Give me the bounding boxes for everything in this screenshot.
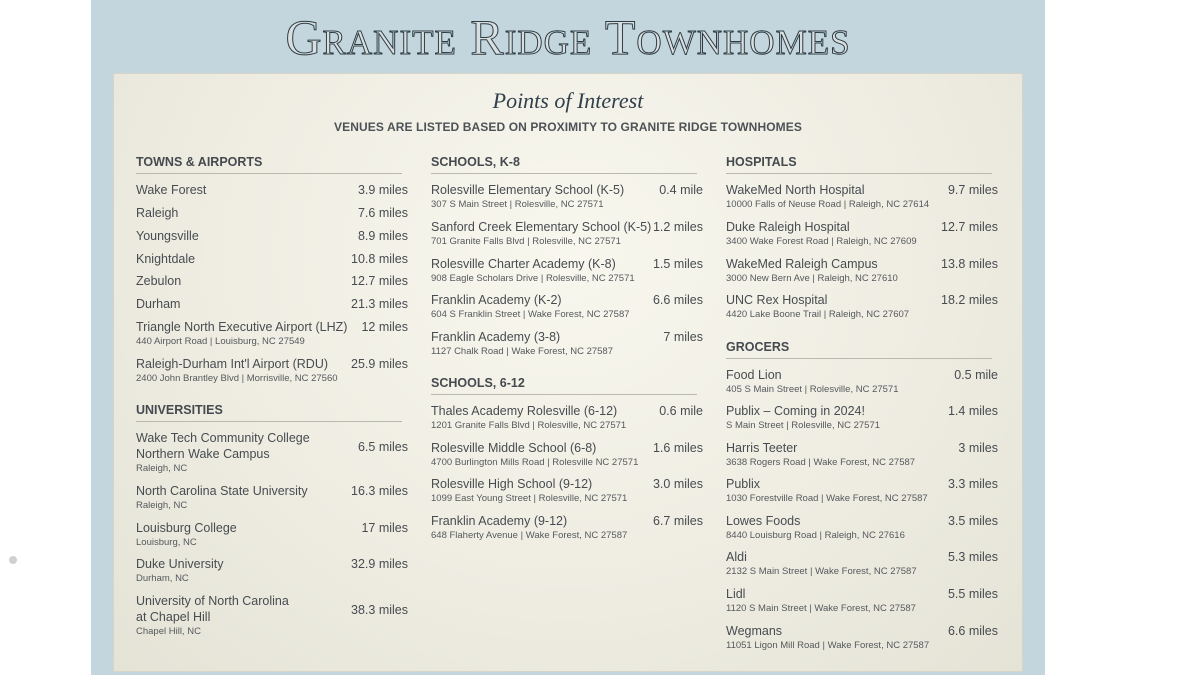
venue-name: Youngsville	[136, 229, 199, 243]
venue-name: Louisburg College	[136, 521, 237, 535]
distance: 5.3 miles	[947, 550, 998, 564]
divider	[726, 173, 992, 174]
venue-name: Lowes Foods	[726, 514, 801, 528]
divider	[136, 421, 402, 422]
venue-name: Wegmans	[726, 624, 783, 638]
venue-address: 1201 Granite Falls Blvd | Rolesville, NC 27571	[431, 420, 627, 431]
venue-name: Durham	[136, 297, 181, 311]
venue-name: Rolesville Charter Academy (K-8)	[431, 257, 616, 271]
distance: 9.7 miles	[947, 183, 998, 197]
venue-name: Publix – Coming in 2024!	[726, 404, 865, 418]
list-item	[726, 292, 998, 326]
venue-address: 1127 Chalk Road | Wake Forest, NC 27587	[431, 346, 614, 357]
venue-address: 8440 Louisburg Road | Raleigh, NC 27616	[726, 530, 905, 541]
distance: 13.8 miles	[941, 257, 998, 271]
list-item	[431, 182, 703, 216]
venue-address: 307 S Main Street | Rolesville, NC 27571	[431, 199, 604, 210]
venue-name: Rolesville Middle School (6-8)	[431, 441, 597, 455]
list-item	[726, 440, 998, 474]
distance: 7.6 miles	[357, 206, 408, 220]
list-item	[726, 549, 998, 583]
venue-name: Harris Teeter	[726, 441, 798, 455]
venue-address: 405 S Main Street | Rolesville, NC 27571	[726, 384, 899, 395]
distance: 8.9 miles	[357, 229, 408, 243]
list-item	[431, 513, 703, 547]
list-item	[431, 440, 703, 474]
venue-address: 3000 New Bern Ave | Raleigh, NC 27610	[726, 273, 898, 284]
divider	[136, 173, 402, 174]
list-item	[726, 403, 998, 437]
venue-address: 648 Flaherty Avenue | Wake Forest, NC 27587	[431, 530, 628, 541]
section-heading: Points of Interest	[492, 88, 644, 113]
venue-name: Aldi	[726, 550, 747, 564]
venue-address: 3400 Wake Forest Road | Raleigh, NC 27609	[726, 236, 917, 247]
distance: 3 miles	[958, 441, 998, 455]
distance: 3.0 miles	[652, 477, 703, 491]
venue-name: Franklin Academy (K-2)	[431, 293, 562, 307]
distance: 1.5 miles	[652, 257, 703, 271]
list-item	[431, 256, 703, 290]
venue-address: Raleigh, NC	[136, 500, 188, 511]
distance: 5.5 miles	[947, 587, 998, 601]
venue-name-line2: Northern Wake Campus	[136, 447, 270, 461]
list-item	[136, 593, 408, 637]
distance: 1.6 miles	[652, 441, 703, 455]
distance: 7 miles	[663, 330, 703, 344]
distance: 12.7 miles	[351, 274, 408, 288]
distance: 38.3 miles	[351, 603, 408, 617]
venue-address: 2132 S Main Street | Wake Forest, NC 27587	[726, 566, 917, 577]
distance: 6.6 miles	[947, 624, 998, 638]
distance: 6.7 miles	[652, 514, 703, 528]
divider	[431, 173, 697, 174]
universities-heading: UNIVERSITIES	[136, 403, 223, 417]
distance: 32.9 miles	[351, 557, 408, 571]
distance: 1.4 miles	[947, 404, 998, 418]
venue-name-line2: at Chapel Hill	[136, 610, 211, 624]
list-item	[136, 319, 408, 353]
distance: 3.9 miles	[357, 183, 408, 197]
venue-name: Publix	[726, 477, 761, 491]
venue-address: Durham, NC	[136, 573, 189, 584]
venue-name: Food Lion	[726, 368, 782, 382]
venue-name: North Carolina State University	[136, 484, 308, 498]
venue-address: 604 S Franklin Street | Wake Forest, NC 27587	[431, 309, 630, 320]
divider	[726, 358, 992, 359]
venue-address: 4420 Lake Boone Trail | Raleigh, NC 27607	[726, 309, 910, 320]
list-item	[726, 586, 998, 620]
venue-address: 2400 John Brantley Blvd | Morrisville, NC 27560	[136, 373, 338, 384]
venue-address: 11051 Ligon Mill Road | Wake Forest, NC 27587	[726, 640, 930, 651]
venue-name: Knightdale	[136, 252, 196, 266]
list-item	[726, 219, 998, 253]
venue-name: University of North Carolina	[136, 594, 289, 608]
distance: 18.2 miles	[941, 293, 998, 307]
venue-name: Duke University	[136, 557, 224, 571]
venue-address: 10000 Falls of Neuse Road | Raleigh, NC 27614	[726, 199, 930, 210]
venue-name: Raleigh-Durham Int'l Airport (RDU)	[136, 357, 329, 371]
list-item	[726, 476, 998, 510]
distance: 21.3 miles	[351, 297, 408, 311]
hospitals-heading: HOSPITALS	[726, 155, 797, 169]
distance: 3.3 miles	[947, 477, 998, 491]
distance: 3.5 miles	[947, 514, 998, 528]
list-item	[136, 356, 408, 390]
distance: 0.4 mile	[659, 183, 703, 197]
venue-name: Wake Forest	[136, 183, 207, 197]
distance: 12.7 miles	[941, 220, 998, 234]
list-item	[726, 256, 998, 290]
venue-address: S Main Street | Rolesville, NC 27571	[726, 420, 881, 431]
venue-name: Zebulon	[136, 274, 182, 288]
list-item	[136, 483, 408, 517]
points-of-interest-panel	[113, 73, 1023, 672]
venue-name: Rolesville High School (9-12)	[431, 477, 593, 491]
venue-name: Franklin Academy (3-8)	[431, 330, 561, 344]
venue-name: Raleigh	[136, 206, 179, 220]
list-item	[431, 219, 703, 253]
schools-612-heading: SCHOOLS, 6-12	[431, 376, 525, 390]
venue-name: Triangle North Executive Airport (LHZ)	[136, 320, 348, 334]
venue-address: 1120 S Main Street | Wake Forest, NC 27587	[726, 603, 916, 614]
venue-address: 440 Airport Road | Louisburg, NC 27549	[136, 336, 305, 347]
venue-name: Franklin Academy (9-12)	[431, 514, 568, 528]
list-item	[431, 292, 703, 326]
grocers-heading: GROCERS	[726, 340, 790, 354]
venue-address: 701 Granite Falls Blvd | Rolesville, NC 27571	[431, 236, 621, 247]
list-item	[726, 513, 998, 547]
list-item	[136, 520, 408, 554]
distance: 25.9 miles	[351, 357, 408, 371]
divider	[431, 394, 697, 395]
distance: 16.3 miles	[351, 484, 408, 498]
venue-address: 1030 Forestville Road | Wake Forest, NC 27587	[726, 493, 928, 504]
page-title: Granite Ridge Townhomes	[285, 9, 851, 65]
distance: 0.5 mile	[954, 368, 998, 382]
list-item	[726, 623, 998, 657]
distance: 12 miles	[361, 320, 408, 334]
venue-address: Chapel Hill, NC	[136, 626, 201, 637]
page-indicator-dot[interactable]	[9, 556, 17, 564]
list-item	[726, 182, 998, 216]
towns-airports-heading: TOWNS & AIRPORTS	[136, 155, 263, 169]
venue-address: 3638 Rogers Road | Wake Forest, NC 27587	[726, 457, 916, 468]
venue-address: Louisburg, NC	[136, 537, 197, 548]
list-item	[136, 430, 408, 474]
distance: 10.8 miles	[351, 252, 408, 266]
distance: 0.6 mile	[659, 404, 703, 418]
venue-address: 908 Eagle Scholars Drive | Rolesville, NC 27571	[431, 273, 635, 284]
venue-address: 4700 Burlington Mills Road | Rolesville NC 27571	[431, 457, 639, 468]
venue-name: WakeMed Raleigh Campus	[726, 257, 878, 271]
distance: 6.5 miles	[357, 440, 408, 454]
schools-k8-heading: SCHOOLS, K-8	[431, 155, 520, 169]
venue-name: UNC Rex Hospital	[726, 293, 828, 307]
list-item	[431, 329, 703, 363]
venue-address: 1099 East Young Street | Rolesville, NC 27571	[431, 493, 628, 504]
venue-name: Duke Raleigh Hospital	[726, 220, 850, 234]
venue-name: Rolesville Elementary School (K-5)	[431, 183, 625, 197]
distance: 6.6 miles	[652, 293, 703, 307]
section-subheading: VENUES ARE LISTED BASED ON PROXIMITY TO GRANITE RIDGE TOWNHOMES	[334, 120, 802, 134]
venue-name: Thales Academy Rolesville (6-12)	[431, 404, 618, 418]
venue-name: Wake Tech Community College	[136, 431, 310, 445]
list-item	[431, 476, 703, 510]
venue-name: Lidl	[726, 587, 746, 601]
list-item	[136, 556, 408, 590]
list-item	[726, 367, 998, 401]
distance: 17 miles	[361, 521, 408, 535]
distance: 1.2 miles	[652, 220, 703, 234]
venue-name: Sanford Creek Elementary School (K-5)	[431, 220, 652, 234]
venue-name: WakeMed North Hospital	[726, 183, 865, 197]
venue-address: Raleigh, NC	[136, 463, 188, 474]
list-item	[431, 403, 703, 437]
